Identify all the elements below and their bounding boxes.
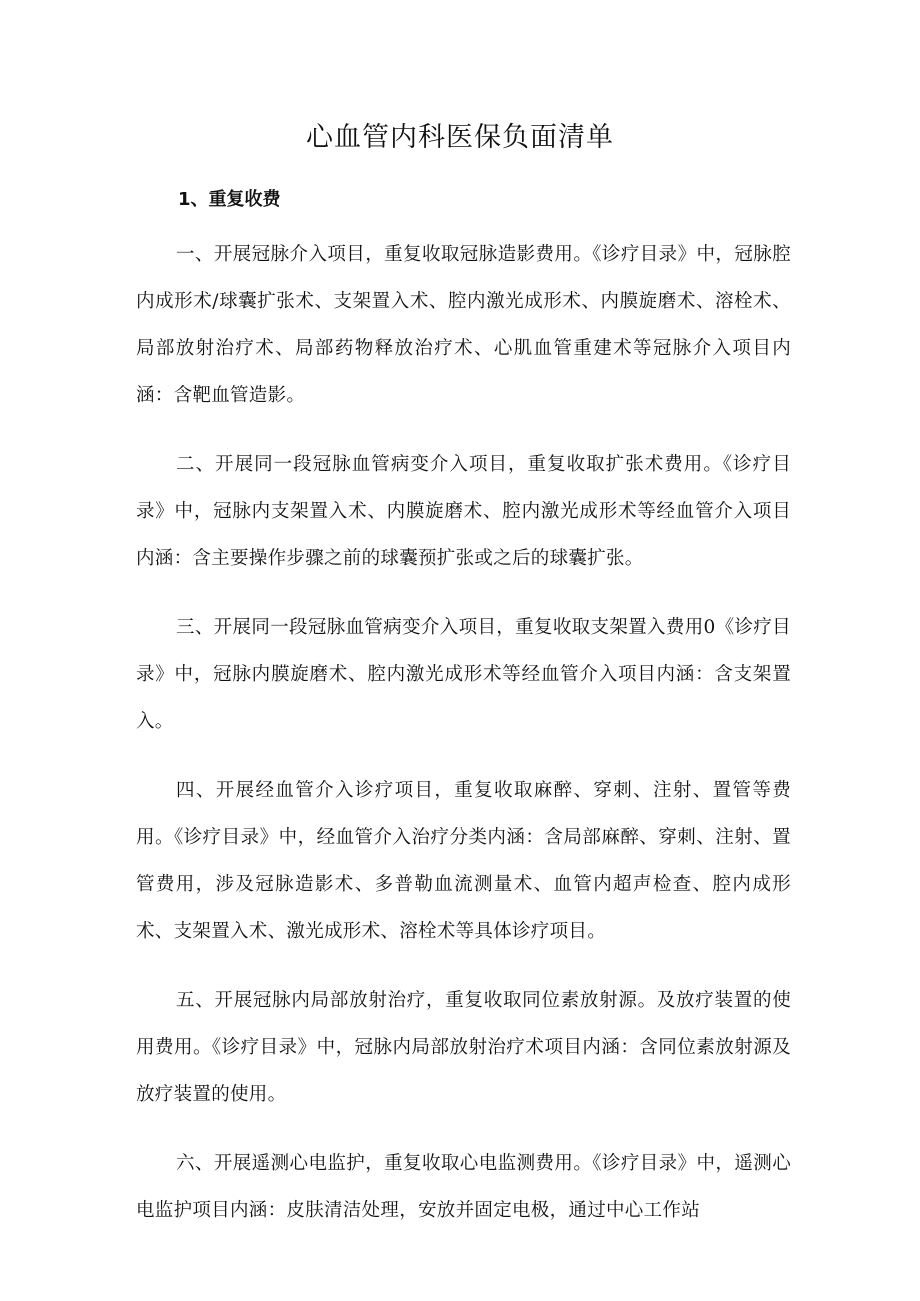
section-heading: 1、重复收费: [178, 189, 281, 210]
page-title: 心血管内科医保负面清单: [306, 122, 614, 153]
paragraph-4: 四、开展经血管介入诊疗项目，重复收取麻醉、穿刺、注射、置管等费用。《诊疗目录》中，经血管介入治疗分类内涵：含局部麻醉、穿刺、注射、置管费用，涉及冠脉造影术、多普勒血流测量术、血管内超声检查、腔内成形术、支架置入术、激光成形术、溶栓术等具体诊疗项目。: [136, 780, 791, 942]
paragraph-2: 二、开展同一段冠脉血管病变介入项目，重复收取扩张术费用。《诊疗目录》中，冠脉内支架置入术、内膜旋磨术、腔内激光成形术等经血管介入项目内涵：含主要操作步骤之前的球囊预扩张或之后的球囊扩张。: [136, 454, 791, 569]
paragraph-6: 六、开展遥测心电监护，重复收取心电监测费用。《诊疗目录》中，遥测心电监护项目内涵：皮肤清洁处理，安放并固定电极，通过中心工作站: [136, 1153, 791, 1221]
paragraph-3: 三、开展同一段冠脉血管病变介入项目，重复收取支架置入费用0《诊疗目录》中，冠脉内膜旋磨术、腔内激光成形术等经血管介入项目内涵：含支架置入。: [136, 617, 791, 732]
paragraph-5: 五、开展冠脉内局部放射治疗，重复收取同位素放射源。及放疗装置的使用费用。《诊疗目录》中，冠脉内局部放射治疗术项目内涵：含同位素放射源及放疗装置的使用。: [136, 990, 791, 1105]
body-text: [136, 231, 791, 1256]
paragraph-1: 一、开展冠脉介入项目，重复收取冠脉造影费用。《诊疗目录》中，冠脉腔内成形术/球囊扩张术、支架置入术、腔内激光成形术、内膜旋磨术、溶栓术、局部放射治疗术、局部药物释放治疗术、心肌血管重建术等冠脉介入项目内涵：含靶血管造影。: [136, 244, 791, 406]
